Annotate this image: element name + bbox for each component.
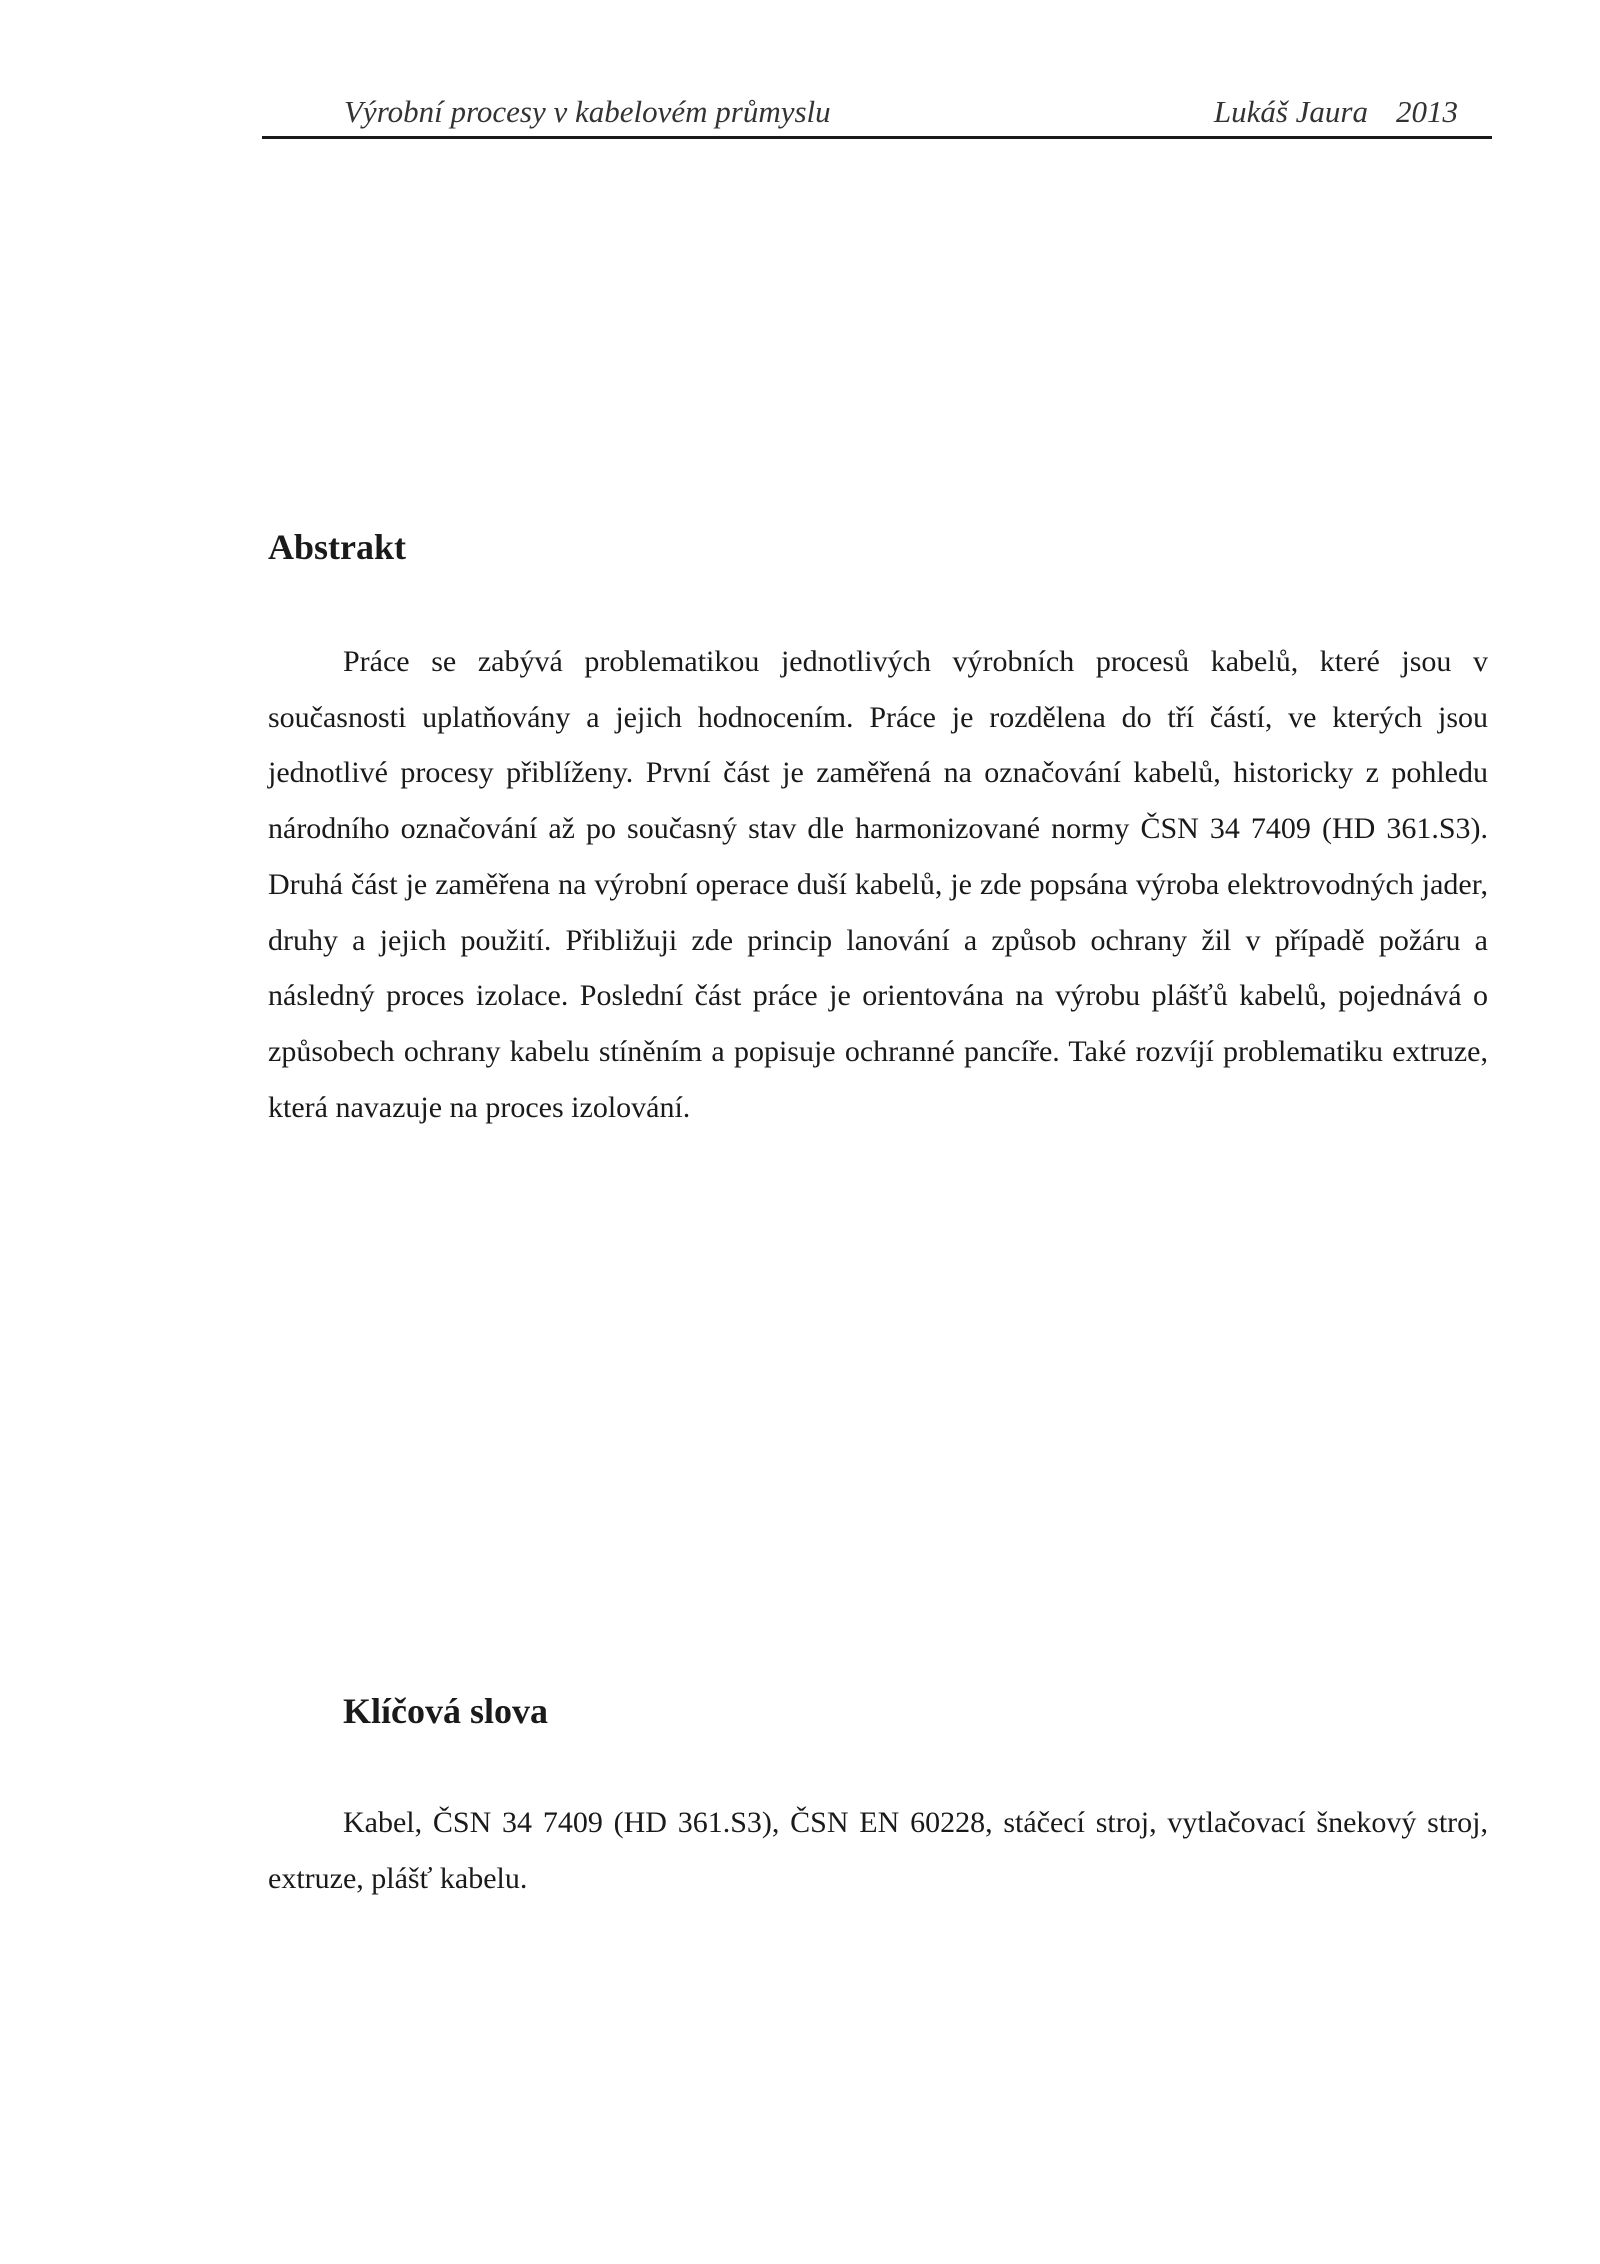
- running-header-year: 2013: [1396, 94, 1458, 129]
- keywords-heading: Klíčová slova: [343, 1691, 548, 1731]
- keywords-paragraph: Kabel, ČSN 34 7409 (HD 361.S3), ČSN EN 60228, stáčecí stroj, vytlačovací šnekový stroj, extruze, plášť kabelu.: [268, 1806, 1488, 1895]
- abstract-heading: Abstrakt: [268, 527, 407, 567]
- abstract-paragraph: Práce se zabývá problematikou jednotlivých výrobních procesů kabelů, které jsou v současnosti uplatňovány a jejich hodnocením. Práce je rozdělena do tří částí, ve kterých jsou jednotlivé procesy přiblíženy. První část je zaměřená na označování kabelů, historicky z pohledu národního označování až po současný stav dle harmonizované normy ČSN 34 7409 (HD 361.S3). Druhá část je zaměřena na výrobní operace duší kabelů, je zde popsána výroba elektrovodných jader, druhy a jejich použití. Přibližuji zde princip lanování a způsob ochrany žil v případě požáru a následný proces izolace. Poslední část práce je orientována na výrobu plášťů kabelů, pojednává o způsobech ochrany kabelu stíněním a popisuje ochranné pancíře. Také rozvíjí problematiku extruze, která navazuje na proces izolování.: [268, 645, 1488, 1124]
- running-header-author: Lukáš Jaura: [1213, 94, 1368, 129]
- running-header-author-year: [1214, 94, 1458, 130]
- running-header: [262, 92, 1492, 139]
- running-header-title: Výrobní procesy v kabelovém průmyslu: [344, 94, 831, 129]
